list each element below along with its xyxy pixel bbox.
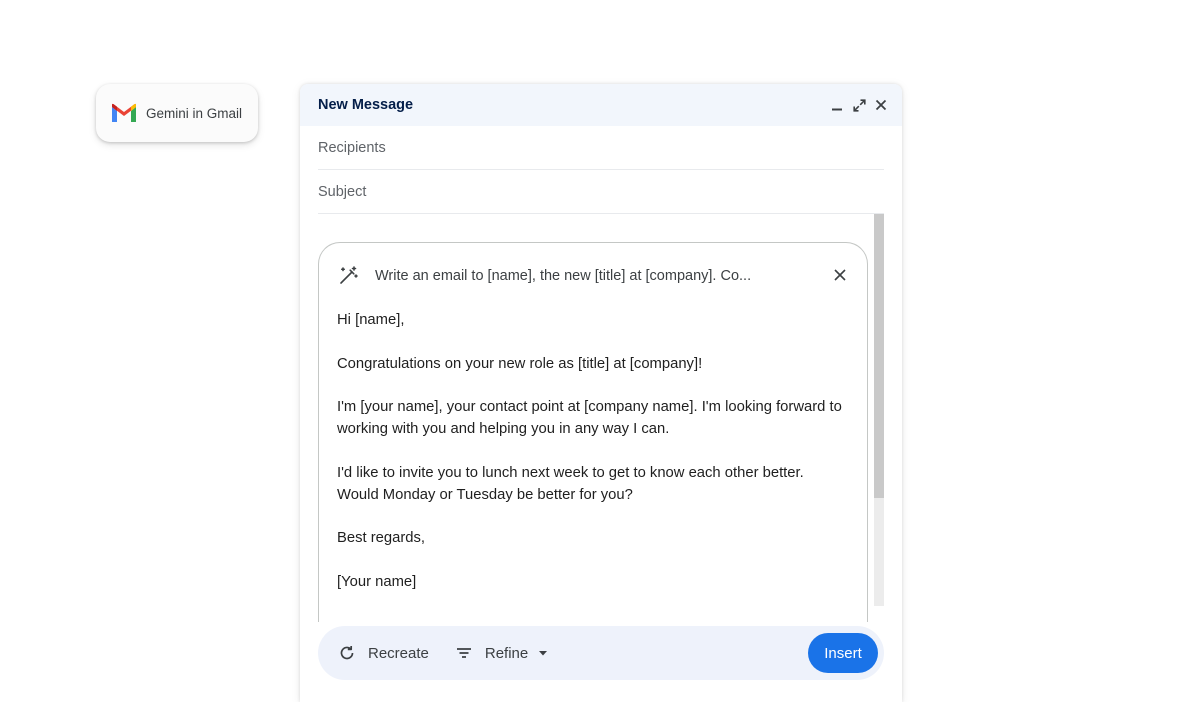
filter-icon (455, 644, 473, 662)
refine-button[interactable] (455, 644, 560, 662)
gemini-in-gmail-chip (96, 84, 258, 142)
minimize-icon[interactable] (830, 98, 844, 112)
subject-placeholder: Subject (318, 183, 367, 200)
close-icon[interactable] (833, 268, 849, 284)
recreate-button[interactable] (338, 644, 429, 662)
expand-icon[interactable] (852, 98, 866, 112)
recipients-field[interactable] (318, 126, 884, 170)
compose-header (300, 84, 902, 126)
draft-text (319, 309, 867, 593)
close-icon[interactable] (874, 98, 888, 112)
insert-button[interactable]: Insert (808, 633, 878, 673)
header-controls (830, 98, 888, 112)
recreate-label: Recreate (368, 644, 429, 662)
gmail-logo-icon (110, 103, 138, 123)
refresh-icon (338, 644, 356, 662)
compose-title: New Message (318, 97, 414, 113)
caret-down-icon (538, 648, 548, 658)
action-bar (318, 626, 884, 680)
recipients-placeholder: Recipients (318, 139, 386, 156)
chip-label: Gemini in Gmail (146, 105, 243, 121)
draft-paragraph: I'd like to invite you to lunch next week to get to know each other better. Would Monday or Tuesday be better for you? (337, 464, 804, 503)
subject-field[interactable] (318, 170, 884, 214)
compose-window (300, 84, 902, 702)
draft-paragraph: Best regards, (337, 530, 426, 546)
refine-label: Refine (484, 644, 529, 662)
draft-paragraph: Hi [name], (337, 312, 405, 328)
draft-paragraph: Congratulations on your new role as [title] at [company]! (337, 355, 703, 372)
scrollbar[interactable] (874, 214, 884, 606)
draft-paragraph: I'm [your name], your contact point at [company name]. I'm looking forward to working with you and helping you in any way I can. (337, 399, 842, 437)
prompt-row (319, 243, 867, 309)
scrollbar-thumb[interactable] (874, 214, 884, 498)
compose-body (300, 214, 902, 702)
gemini-draft-card (318, 242, 868, 622)
draft-paragraph: [Your name] (337, 573, 417, 590)
magic-wand-icon (337, 265, 359, 287)
prompt-text[interactable]: Write an email to [name], the new [title] at [company]. Co... (375, 268, 752, 284)
